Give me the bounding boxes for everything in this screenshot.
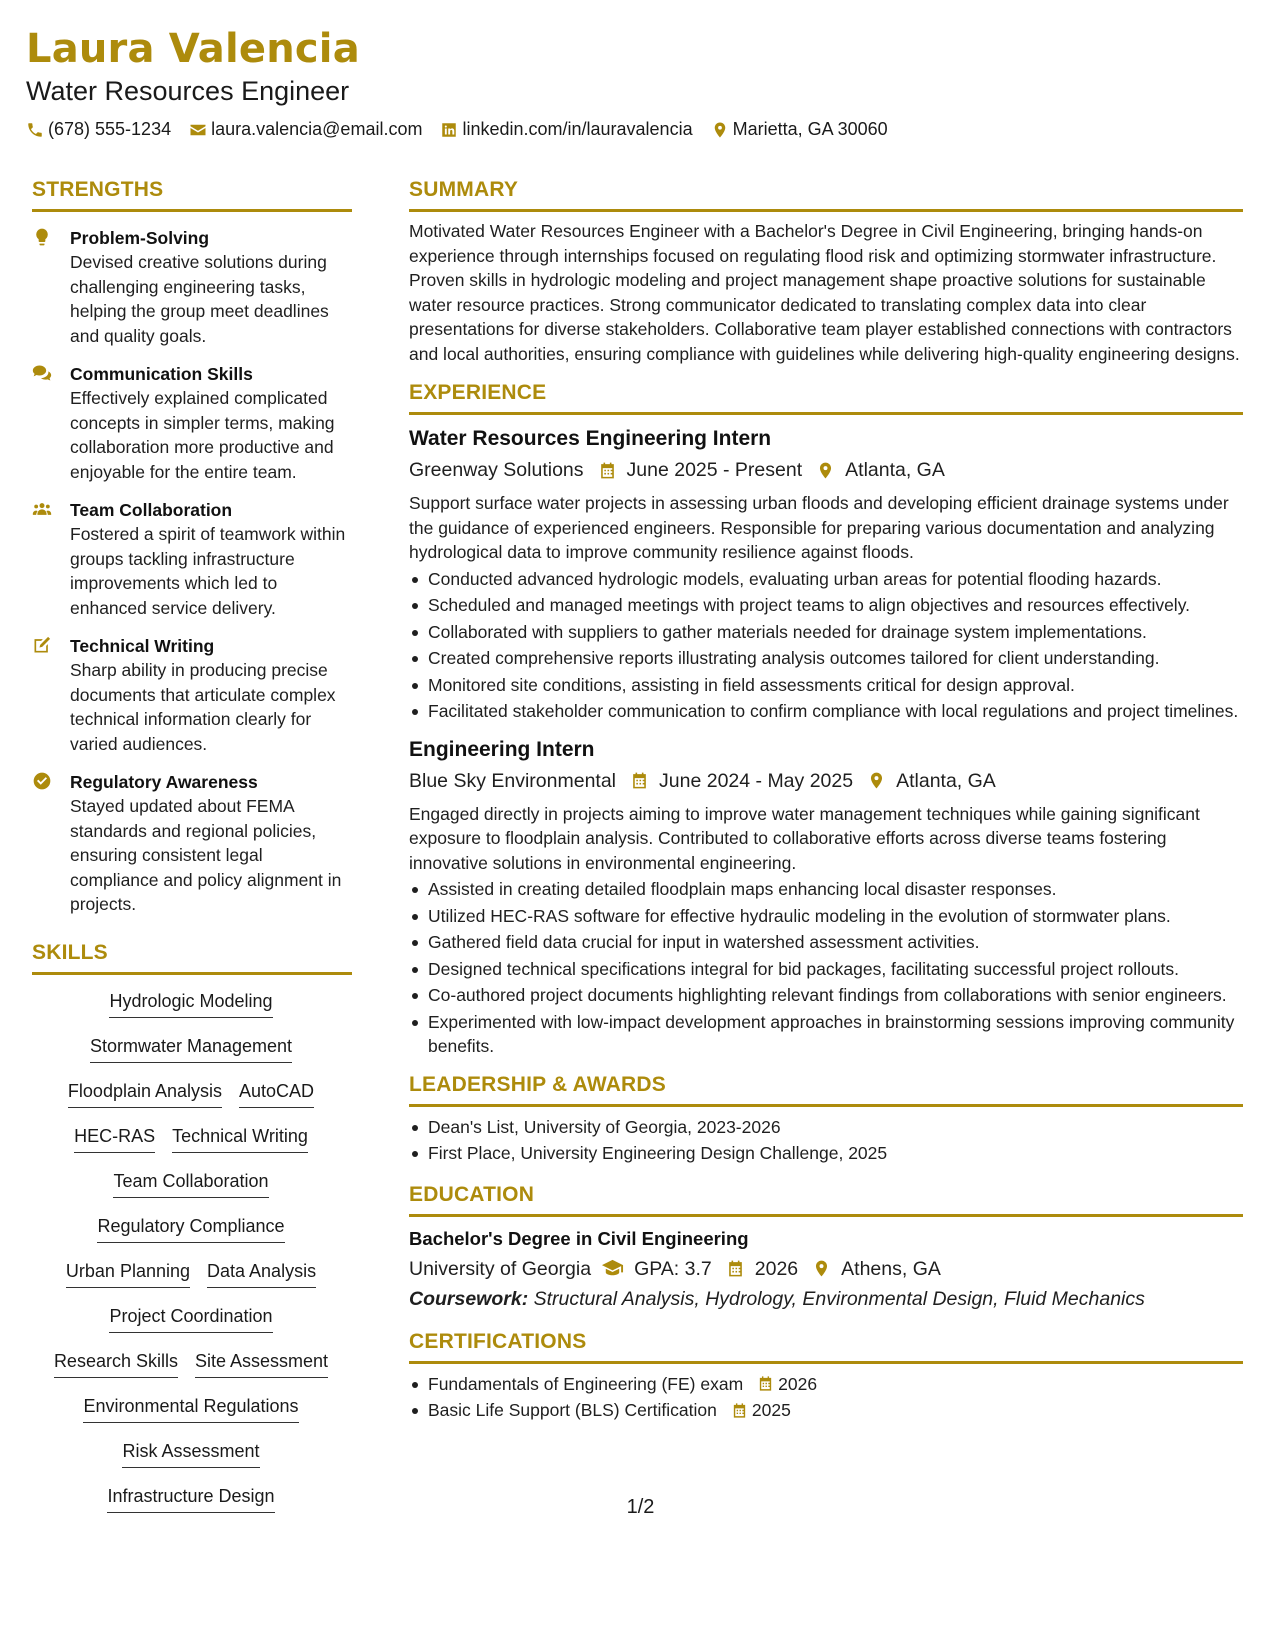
skill-tag: Floodplain Analysis [68,1079,222,1108]
cert-name: Fundamentals of Engineering (FE) exam [428,1373,744,1394]
cert-name: Basic Life Support (BLS) Certification [428,1400,717,1420]
strength-item [32,770,352,917]
linkedin-icon [440,121,458,139]
skill-tag: Environmental Regulations [83,1394,298,1423]
contact-location [711,119,888,140]
strength-title: Problem-Solving [70,228,210,248]
strength-item [32,362,352,484]
skill-tag: Site Assessment [195,1349,328,1378]
map-marker-icon [867,771,886,790]
award-item: First Place, University Engineering Design Challenge, 2025 [409,1141,1243,1166]
strength-title: Communication Skills [70,364,253,384]
skill-tag: Infrastructure Design [107,1484,274,1513]
job-description: Support surface water projects in assessing urban floods and developing efficient drainage systems under the guidance of experienced engineers. Responsible for preparing various documentation and analyzing hydrological data to improve community resilience against floods. [409,493,1229,562]
strength-title: Regulatory Awareness [70,772,258,792]
education-year [726,1255,798,1283]
bullet-item: Conducted advanced hydrologic models, evaluating urban areas for potential flooding hazards. [409,567,1243,592]
linkedin-text: linkedin.com/in/lauravalencia [462,119,693,139]
coursework-label: Coursework: [409,1287,529,1310]
strengths-heading: STRENGTHS [32,176,352,212]
bullet-item: Created comprehensive reports illustrating analysis outcomes tailored for client understanding. [409,646,1243,671]
job-dates-text: June 2025 - Present [626,459,803,481]
calendar-icon [726,1259,745,1278]
strength-desc: Sharp ability in producing precise documents that articulate complex technical information clearly for varied audiences. [70,660,336,754]
cert-year: 2025 [751,1400,791,1420]
job-position: Engineering Intern [409,737,595,761]
school-text: University of Georgia [409,1257,592,1280]
job-bullets [409,567,1243,724]
bullet-item: Designed technical specifications integral for bid packages, facilitating successful project rollouts. [409,957,1243,982]
edit-icon [32,635,52,655]
skill-tag: Technical Writing [172,1124,308,1153]
map-marker-icon [711,121,729,139]
job-location-text: Atlanta, GA [896,769,996,792]
certifications-heading: CERTIFICATIONS [409,1328,1243,1364]
experience-heading: EXPERIENCE [409,379,1243,415]
education-meta [409,1255,1243,1283]
check-circle-icon [32,771,52,791]
bullet-item: Assisted in creating detailed floodplain maps enhancing local disaster responses. [409,877,1243,902]
leadership-heading: LEADERSHIP & AWARDS [409,1071,1243,1107]
right-column [409,176,1243,1425]
envelope-icon [189,121,207,139]
users-icon [32,499,52,519]
job-location [816,456,945,484]
job-location [867,767,996,795]
job-entry [409,425,1243,724]
job-dates [598,456,803,484]
bullet-item: Facilitated stakeholder communication to confirm compliance with local regulations and project timelines. [409,699,1243,724]
skills-list [32,987,350,1527]
skill-tag: Risk Assessment [122,1439,259,1468]
skill-tag: AutoCAD [239,1079,314,1108]
strength-desc: Effectively explained complicated concepts in simpler terms, making collaboration more productive and enjoyable for the entire team. [70,388,335,482]
coursework-text: Structural Analysis, Hydrology, Environmental Design, Fluid Mechanics [533,1287,1145,1310]
skill-tag: Data Analysis [207,1259,316,1288]
page-number-text: 1/2 [626,1496,655,1518]
award-item: Dean's List, University of Georgia, 2023-2026 [409,1115,1243,1140]
job-meta [409,767,1243,795]
bullet-item: Utilized HEC-RAS software for effective hydraulic modeling in the evolution of stormwater plans. [409,904,1243,929]
summary-heading: SUMMARY [409,176,1243,212]
email-text: laura.valencia@email.com [211,119,423,139]
strength-item [32,634,352,756]
calendar-icon [757,1375,774,1392]
job-company: Blue Sky Environmental [409,769,617,792]
graduation-cap-icon [601,1257,624,1280]
strength-desc: Stayed updated about FEMA standards and regional policies, ensuring consistent legal compliance and policy alignment in projects. [70,796,342,914]
job-dates-text: June 2024 - May 2025 [659,769,854,792]
education-location [812,1255,941,1283]
gpa-text: GPA: 3.7 [634,1257,712,1280]
skill-tag: Urban Planning [66,1259,190,1288]
edu-location-text: Athens, GA [841,1257,941,1280]
strength-title: Team Collaboration [70,500,233,520]
contact-linkedin[interactable] [440,119,692,140]
certification-item [409,1372,1243,1397]
job-dates [630,767,853,795]
job-meta [409,456,1243,484]
phone-icon [26,121,44,139]
education-degree: Bachelor's Degree in Civil Engineering [409,1227,749,1249]
strength-desc: Fostered a spirit of teamwork within groups tackling infrastructure improvements which led to enhanced service delivery. [70,524,346,618]
page-number [0,1496,1275,1519]
job-location-text: Atlanta, GA [845,459,945,481]
lightbulb-icon [32,227,52,247]
contact-phone[interactable] [26,119,171,140]
coursework [409,1285,1243,1313]
bullet-item: Scheduled and managed meetings with project teams to align objectives and resources effectively. [409,593,1243,618]
skill-tag: Team Collaboration [113,1169,268,1198]
resume-header [26,24,1249,140]
education-heading: EDUCATION [409,1181,1243,1217]
leadership-list [409,1115,1243,1166]
job-bullets [409,877,1243,1059]
skill-tag: Research Skills [54,1349,178,1378]
job-company: Greenway Solutions [409,459,584,481]
bullet-item: Collaborated with suppliers to gather materials needed for drainage system implementations. [409,620,1243,645]
phone-text: (678) 555-1234 [48,119,172,139]
skill-tag: Project Coordination [109,1304,272,1333]
left-column [32,176,352,1527]
skill-tag: Regulatory Compliance [97,1214,284,1243]
calendar-icon [598,461,617,480]
calendar-icon [630,771,649,790]
bullet-item: Monitored site conditions, assisting in field assessments critical for design approval. [409,673,1243,698]
skills-heading: SKILLS [32,939,352,975]
skill-tag: Hydrologic Modeling [109,989,272,1018]
job-description: Engaged directly in projects aiming to improve water management techniques while gaining significant exposure to floodplain analysis. Contributed to collaborative efforts across diverse teams fostering innovative solutions in environmental engineering. [409,803,1200,873]
skill-tag: HEC-RAS [74,1124,155,1153]
bullet-item: Experimented with low-impact development approaches in brainstorming sessions improving community benefits. [409,1010,1243,1059]
certifications-list [409,1372,1243,1423]
education-school [409,1255,712,1283]
contact-email[interactable] [189,119,422,140]
job-position: Water Resources Engineering Intern [409,427,772,450]
strength-item [32,498,352,620]
summary-text: Motivated Water Resources Engineer with a Bachelor's Degree in Civil Engineering, bringing hands-on experience through internships focused on regulating flood risk and optimizing stormwater infrastructure. Proven skills in hydrologic modeling and project management shape proactive solutions for sustainable water resource practices. Strong communicator dedicated to translating complex data into clear presentations for diverse stakeholders. Collaborative team player established connections with contractors and local authorities, ensuring compliance with guidelines while delivering high-quality engineering designs. [409,221,1240,364]
cert-year: 2026 [778,1373,818,1394]
year-text: 2026 [754,1257,799,1280]
job-entry [409,736,1243,1059]
job-title: Water Resources Engineer [26,76,350,106]
strength-title: Technical Writing [70,636,215,656]
candidate-name: Laura Valencia [26,26,360,72]
contact-bar [26,119,1249,140]
location-text: Marietta, GA 30060 [732,119,888,139]
map-marker-icon [812,1259,831,1278]
bullet-item: Gathered field data crucial for input in watershed assessment activities. [409,930,1243,955]
calendar-icon [731,1402,748,1419]
certification-item [409,1398,1243,1423]
map-marker-icon [816,461,835,480]
strength-item [32,226,352,348]
skill-tag: Stormwater Management [90,1034,292,1063]
strength-desc: Devised creative solutions during challenging engineering tasks, helping the group meet deadlines and quality goals. [70,252,329,346]
comments-icon [32,363,52,383]
bullet-item: Co-authored project documents highlighting relevant findings from collaborations with senior engineers. [409,983,1243,1008]
